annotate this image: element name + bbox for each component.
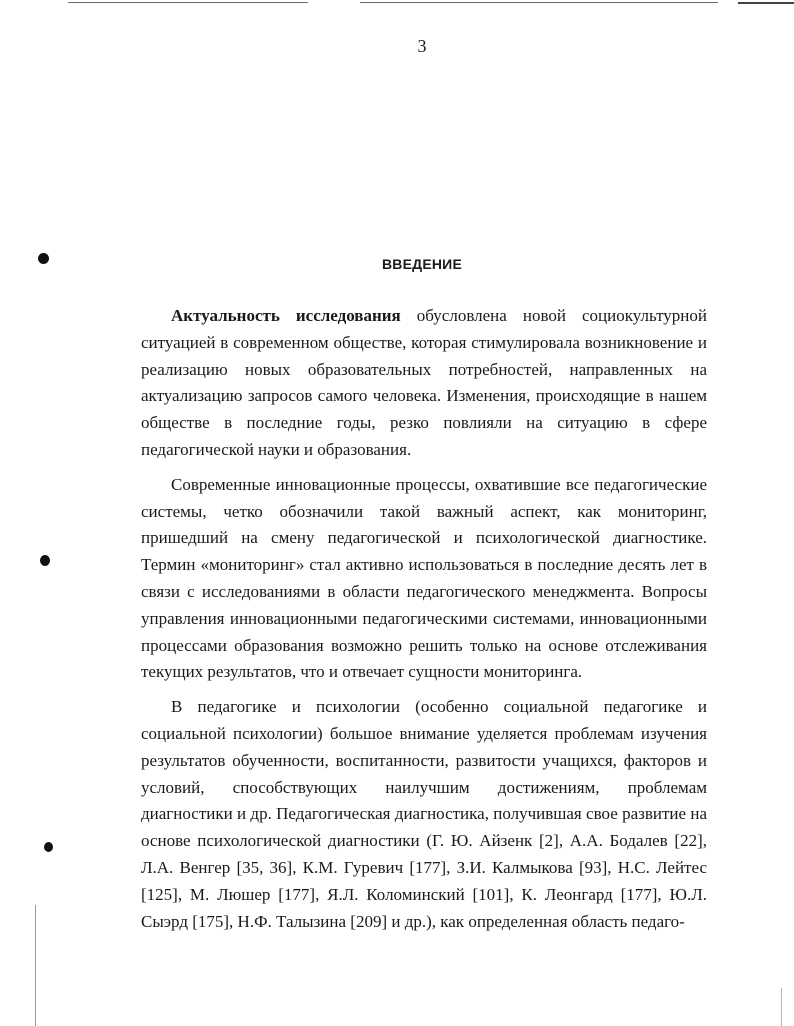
scan-edge-line — [738, 2, 794, 4]
body-text — [141, 303, 707, 935]
page-number: 3 — [417, 36, 427, 56]
paragraph-monitoring: Современные инновационные процессы, охватившие все педагогические системы, четко обозначили такой важный аспект, как мониторинг, пришедший на смену педагогической и психологической диагностике. Термин «мониторинг» стал активно использоваться в последние десять лет в связи с исследованиями в области педагогического менеджмента. Вопросы управления инновационными педагогическими системами, инновационными процессами образования возможно решить только на основе отслеживания текущих результатов, что и отвечает сущности мониторинга. — [141, 474, 707, 682]
scan-edge-line — [360, 2, 718, 3]
paragraph-diagnostics: В педагогике и психологии (особенно социальной педагогике и социальной психологии) большое внимание уделяется проблемам изучения результатов обученности, воспитанности, развитости учащихся, факторов и условий, способствующих наилучшим достижениям, проблемам диагностики и др. Педагогическая диагностика, получившая свое развитие на основе психологической диагностики (Г. Ю. Айзенк [2], А.А. Бодалев [22], Л.А. Венгер [35, 36], К.М. Гуревич [177], З.И. Калмыкова [93], Н.С. Лейтес [125], М. Люшер [177], Я.Л. Коломинский [101], К. Леонгард [177], Ю.Л. Сыэрд [175], Н.Ф. Талызина [209] и др.), как определенная область педаго- — [141, 697, 707, 931]
paragraph-text: обусловлена новой социокультурной ситуацией в современном обществе, которая стимулировала возникновение и реализацию новых образовательных потребностей, направленных на актуализацию запросов самого человека. Изменения, происходящие в нашем обществе в последние годы, резко повлияли на ситуацию в сфере педагогической науки и образования. — [141, 306, 707, 459]
binder-hole-mark — [40, 555, 50, 566]
paragraph-relevance — [141, 303, 707, 464]
scan-margin-line — [35, 905, 36, 1026]
binder-hole-mark — [44, 842, 53, 852]
paragraph-lead-bold: Актуальность исследования — [171, 306, 401, 325]
scan-margin-line — [781, 988, 782, 1026]
section-heading: ВВЕДЕНИЕ — [382, 256, 462, 272]
scan-edge-line — [68, 2, 308, 3]
